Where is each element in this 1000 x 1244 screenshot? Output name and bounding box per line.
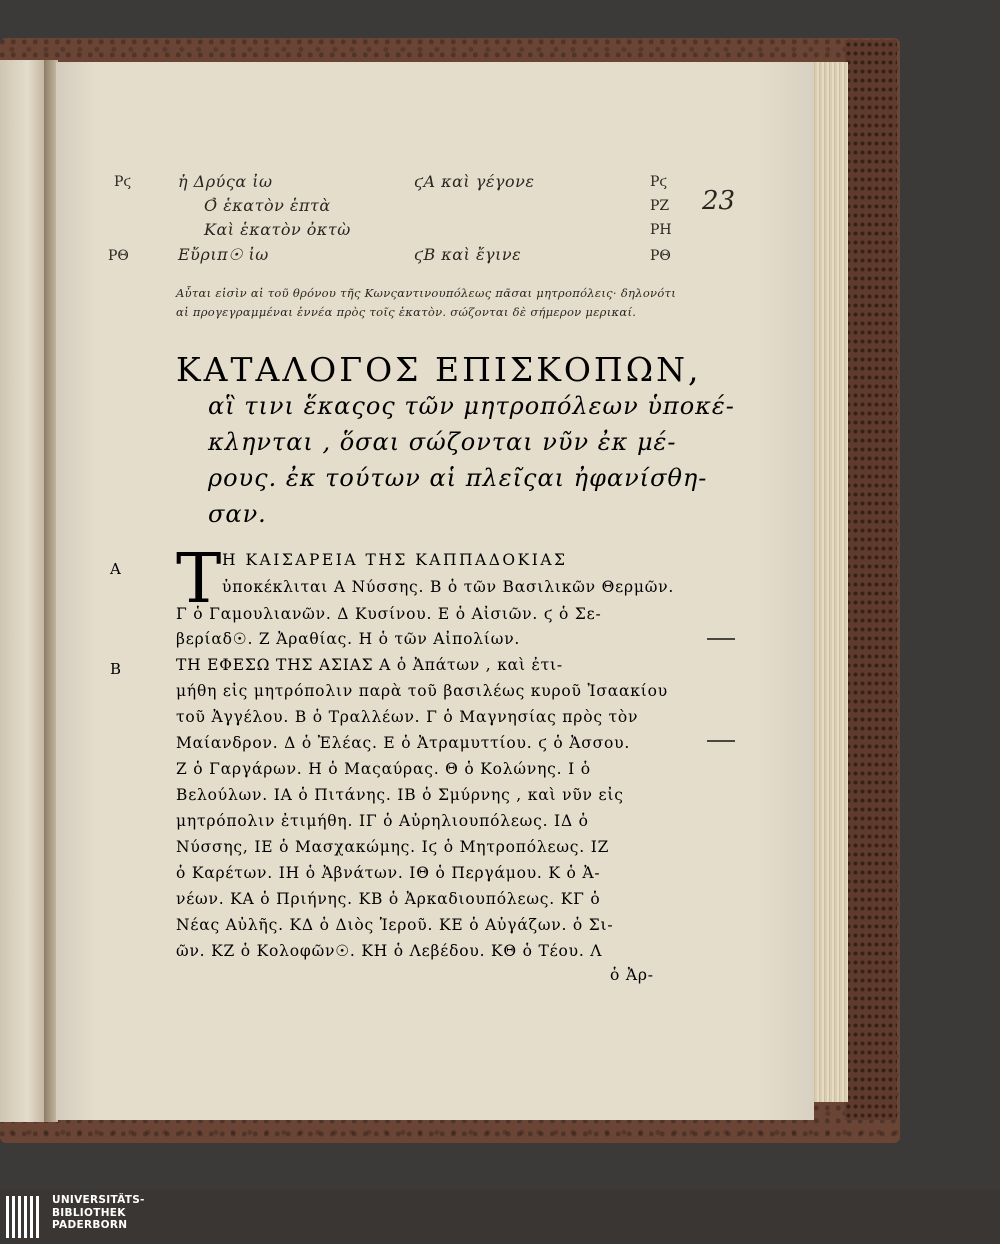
section-line: Ζ ὁ Γαργάρων. Η ὁ Μαςαύρας. Θ ὁ Κολώνης. Ι ὁ xyxy=(176,760,591,778)
page-number: 23 xyxy=(702,186,736,216)
library-line: BIBLIOTHEK xyxy=(52,1206,126,1219)
left-page-edge xyxy=(0,60,48,1122)
section-line: ῶν. ΚΖ ὁ Κολοφῶν☉. ΚΗ ὁ Λεβέδου. ΚΘ ὁ Τέου. Λ xyxy=(176,942,603,960)
margin-letter-b: Β xyxy=(110,660,122,678)
subheading-line: ρους. ἐκ τούτων αἱ πλεῖςαι ἠφανίσθη- xyxy=(208,464,708,492)
row-text: Εὔριπ☉ ἰω xyxy=(178,245,269,264)
library-line: PADERBORN xyxy=(52,1219,128,1231)
row-label-left: Ρϛ xyxy=(114,174,132,190)
row-mid: ϛΒ καὶ ἔγινε xyxy=(414,245,522,264)
section-line: Η ΚΑΙΣΑΡΕΙΑ ΤΗΣ ΚΑΠΠΑΔΟΚΙΑΣ xyxy=(222,551,568,569)
catalogue-heading: ΚΑΤΑΛΟΓΟΣ ΕΠΙΣΚΟΠΩΝ, xyxy=(176,350,702,389)
section-line: ΤΗ ΕΦΕΣΩ ΤΗΣ ΑΣΙΑΣ Α ὁ Ἀπάτων , καὶ ἐτι- xyxy=(176,656,563,674)
section-line: Γ ὁ Γαμουλιανῶν. Δ Κυσίνου. Ε ὁ Αἰσιῶν. ϛ ὁ Σε- xyxy=(176,605,602,623)
section-line: ὑποκέκλιται Α Νύσσης. Β ὁ τῶν Βασιλικῶν Θερμῶν. xyxy=(222,578,675,596)
section-line: ὁ Καρέτων. ΙΗ ὁ Ἀβνάτων. ΙΘ ὁ Περγάμου. Κ ὁ Ἀ- xyxy=(176,864,601,882)
row-text: Ο̉ ἑκατὸν ἑπτὰ xyxy=(204,196,331,215)
margin-mark xyxy=(707,638,735,640)
margin-letter-a: Α xyxy=(110,560,121,578)
subheading-line: κληνται , ὅσαι σώζονται νῦν ἐκ μέ- xyxy=(208,428,677,456)
subheading-line: αἳ τινι ἕκαςος τῶν μητροπόλεων ὑποκέ- xyxy=(208,392,735,420)
library-logo-icon xyxy=(6,1196,46,1238)
row-text: Καὶ ἑκατὸν ὀκτὼ xyxy=(204,220,351,239)
row-label-right: ΡΗ xyxy=(650,222,672,238)
drop-capital: Τ xyxy=(176,540,222,619)
margin-mark xyxy=(707,740,735,742)
section-line: βερίαδ☉. Ζ Ἀραθίας. Η ὁ τῶν Αἰπολίων. xyxy=(176,630,521,648)
section-line: Βελούλων. ΙΑ ὁ Πιτάνης. ΙΒ ὁ Σμύρνης , καὶ νῦν εἰς xyxy=(176,786,624,804)
catchword: ὁ Ἀρ- xyxy=(610,966,654,984)
cover-edge xyxy=(845,40,897,1120)
note-line: Αὗται εἰσὶν αἱ τοῦ θρόνου τῆς Κωνςαντινουπόλεως πᾶσαι μητροπόλεις· δηλονότι xyxy=(176,286,677,300)
footer-bar xyxy=(0,1190,1000,1244)
subheading-line: σαν. xyxy=(208,500,267,528)
section-line: Νύσσης, ΙΕ ὁ Μασχακώμης. Ιϛ ὁ Μητροπόλεως. ΙΖ xyxy=(176,838,610,856)
section-line: νέων. ΚΑ ὁ Πριήνης. ΚΒ ὁ Ἀρκαδιουπόλεως. ΚΓ ὁ xyxy=(176,890,601,908)
row-text: ἡ Δρύςα ἰω xyxy=(178,172,273,191)
row-label-right: ΡΘ xyxy=(650,248,671,264)
page-fore-edge xyxy=(812,62,848,1102)
section-line: Νέας Αὐλῆς. ΚΔ ὁ Διὸς Ἱεροῦ. ΚΕ ὁ Αὐγάζων. ὁ Σι- xyxy=(176,916,614,934)
library-line: UNIVERSITÄTS- xyxy=(52,1194,145,1206)
row-mid: ϛΑ καὶ γέγονε xyxy=(414,172,535,191)
section-line: μητρόπολιν ἐτιμήθη. ΙΓ ὁ Αὐρηλιουπόλεως. ΙΔ ὁ xyxy=(176,812,589,830)
section-line: Μαίανδρον. Δ ὁ Ἐλέας. Ε ὁ Ἀτραμυττίου. ϛ ὁ Ἀσσου. xyxy=(176,734,631,752)
section-line: τοῦ Ἀγγέλου. Β ὁ Τραλλέων. Γ ὁ Μαγνησίας πρὸς τὸν xyxy=(176,708,639,726)
section-line: μήθη εἰς μητρόπολιν παρὰ τοῦ βασιλέως κυροῦ Ἰσαακίου xyxy=(176,682,668,700)
note-line: αἱ προγεγραμμέναι ἐννέα πρὸς τοῖς ἑκατὸν. σώζονται δὲ σήμερον μερικαί. xyxy=(176,305,637,319)
row-label-right: Ρϛ xyxy=(650,174,668,190)
library-name xyxy=(52,1194,145,1232)
row-label-right: ΡΖ xyxy=(650,198,670,214)
row-label-left: ΡΘ xyxy=(108,248,129,264)
